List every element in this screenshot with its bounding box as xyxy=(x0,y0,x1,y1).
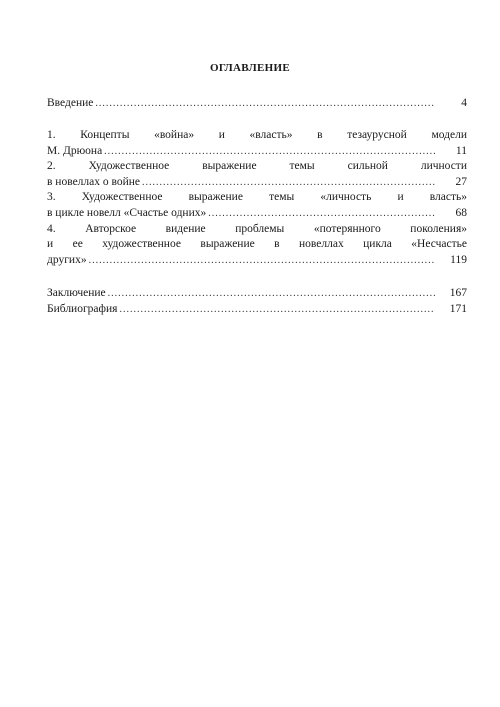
page-title: ОГЛАВЛЕНИЕ xyxy=(210,62,290,74)
toc-entry-line: 2. Художественное выражение темы сильной личности xyxy=(47,160,467,173)
toc-entry-text: Заключение xyxy=(47,287,106,299)
toc-entry-line: и ее художественное выражение в новеллах цикла «Несчастье xyxy=(47,238,467,251)
toc-entry-text: М. Дрюона xyxy=(47,144,103,157)
toc-page-number: 171 xyxy=(449,302,467,315)
dot-leader xyxy=(108,286,435,302)
toc-entry-line: 4. Авторское видение проблемы «потерянного поколения» xyxy=(47,222,467,235)
toc-entry-conclusion xyxy=(47,286,467,302)
toc-entry-bibliography xyxy=(47,302,467,318)
toc-chapters xyxy=(47,128,467,268)
toc-entry-line: 1. Концепты «война» и «власть» в тезаурусной модели xyxy=(47,129,467,141)
dot-leader xyxy=(142,175,435,191)
toc-entry-text: в новеллах о войне xyxy=(47,175,141,188)
toc-entry-chapter-3 xyxy=(47,206,467,222)
toc-entry-chapter-4 xyxy=(47,253,467,269)
toc-entry-text: других» xyxy=(47,253,87,266)
toc-page-number: 4 xyxy=(461,97,467,109)
toc-intro xyxy=(47,96,467,112)
toc-entry-intro xyxy=(47,96,467,112)
toc-entry-line: 3. Художественное выражение темы «личность и власть» xyxy=(47,191,467,204)
toc-page-number: 11 xyxy=(455,144,467,157)
toc-entry-chapter-2 xyxy=(47,175,467,191)
toc-entry-text: Введение xyxy=(47,97,94,109)
toc-entry-text: в цикле новелл «Счастье одних» xyxy=(47,206,207,219)
toc-page-number: 68 xyxy=(455,206,467,219)
toc-page-number: 27 xyxy=(455,175,467,188)
toc-entry-chapter-1 xyxy=(47,144,467,160)
dot-leader xyxy=(104,144,435,160)
dot-leader xyxy=(95,96,435,112)
dot-leader xyxy=(119,302,435,318)
toc-page-number: 119 xyxy=(450,253,467,266)
toc-page-number: 167 xyxy=(449,287,467,299)
toc-end xyxy=(47,286,467,317)
toc-entry-text: Библиография xyxy=(47,302,118,315)
dot-leader xyxy=(208,206,435,222)
dot-leader xyxy=(89,253,435,269)
